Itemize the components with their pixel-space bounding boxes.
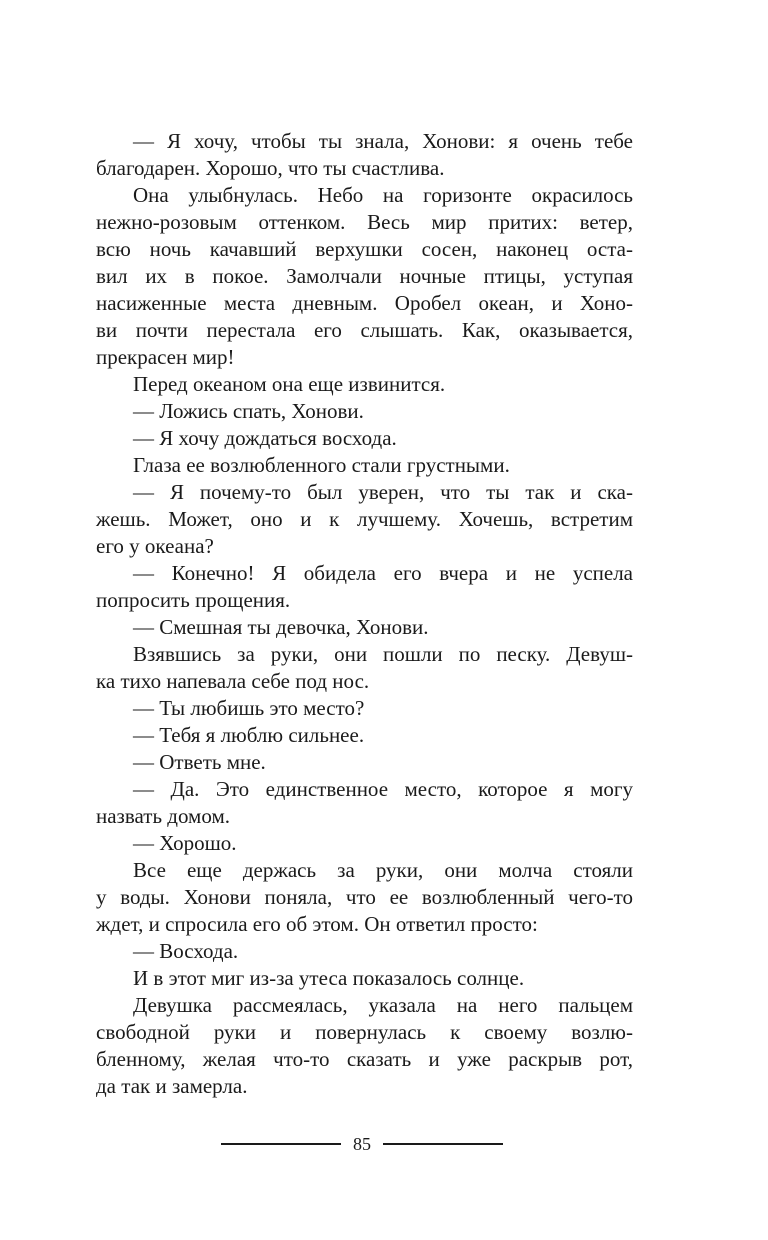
paragraph xyxy=(96,695,633,722)
text-line: Взявшись за руки, они пошли по песку. Девуш- xyxy=(133,642,633,666)
text-line: нежно-розовым оттенком. Весь мир притих: ветер, xyxy=(96,210,633,234)
text-line: вил их в покое. Замолчали ночные птицы, уступая xyxy=(96,264,633,288)
text-line: — Конечно! Я обидела его вчера и не успела xyxy=(133,561,633,585)
text-line: ждет, и спросила его об этом. Он ответил просто: xyxy=(96,912,538,936)
text-line: — Я хочу дождаться восхода. xyxy=(133,426,397,450)
paragraph xyxy=(96,776,633,830)
text-line: — Я хочу, чтобы ты знала, Хонови: я очень тебе xyxy=(133,129,633,153)
text-line: всю ночь качавший верхушки сосен, наконец оста- xyxy=(96,237,633,261)
text-line: свободной руки и повернулась к своему возлю- xyxy=(96,1020,633,1044)
text-line: ви почти перестала его слышать. Как, оказывается, xyxy=(96,318,633,342)
paragraph xyxy=(96,749,633,776)
text-line: И в этот миг из-за утеса показалось солнце. xyxy=(133,966,525,990)
text-line: бленному, желая что-то сказать и уже раскрыв рот, xyxy=(96,1047,633,1071)
paragraph xyxy=(96,830,633,857)
text-line: у воды. Хонови поняла, что ее возлюбленный чего-то xyxy=(96,885,633,909)
text-line: — Тебя я люблю сильнее. xyxy=(133,723,365,747)
text-line: — Ложись спать, Хонови. xyxy=(133,399,364,423)
paragraph xyxy=(96,614,633,641)
text-line: насиженные места дневным. Оробел океан, и Хоно- xyxy=(96,291,633,315)
text-line: попросить прощения. xyxy=(96,588,291,612)
text-line: Девушка рассмеялась, указала на него пальцем xyxy=(133,993,633,1017)
page-number: 85 xyxy=(353,1134,371,1154)
paragraph xyxy=(96,938,633,965)
paragraph xyxy=(96,371,633,398)
text-line: — Ответь мне. xyxy=(133,750,266,774)
paragraph xyxy=(96,128,633,182)
paragraph xyxy=(96,425,633,452)
paragraph xyxy=(96,857,633,938)
text-line: — Смешная ты девочка, Хонови. xyxy=(133,615,429,639)
text-line: прекрасен мир! xyxy=(96,345,235,369)
footer-rule-left xyxy=(221,1143,341,1145)
text-line: — Восхода. xyxy=(133,939,239,963)
text-line: да так и замерла. xyxy=(96,1074,248,1098)
text-line: назвать домом. xyxy=(96,804,230,828)
paragraph xyxy=(96,992,633,1100)
paragraph xyxy=(96,641,633,695)
text-line: — Хорошо. xyxy=(133,831,237,855)
text-line: Перед океаном она еще извинится. xyxy=(133,372,446,396)
text-line: жешь. Может, оно и к лучшему. Хочешь, встретим xyxy=(96,507,633,531)
paragraph xyxy=(96,965,633,992)
text-line: Она улыбнулась. Небо на горизонте окрасилось xyxy=(133,183,633,207)
page-footer xyxy=(221,1133,503,1155)
paragraph xyxy=(96,182,633,371)
paragraph xyxy=(96,560,633,614)
footer-rule-right xyxy=(383,1143,503,1145)
text-line: Глаза ее возлюбленного стали грустными. xyxy=(133,453,510,477)
paragraph xyxy=(96,479,633,560)
text-line: — Да. Это единственное место, которое я могу xyxy=(133,777,633,801)
page-body-text xyxy=(96,128,633,1100)
text-line: — Ты любишь это место? xyxy=(133,696,365,720)
text-line: — Я почему-то был уверен, что ты так и ска- xyxy=(133,480,633,504)
paragraph xyxy=(96,452,633,479)
text-line: Все еще держась за руки, они молча стояли xyxy=(133,858,633,882)
paragraph xyxy=(96,398,633,425)
text-line: благодарен. Хорошо, что ты счастлива. xyxy=(96,156,445,180)
text-line: его у океана? xyxy=(96,534,214,558)
text-line: ка тихо напевала себе под нос. xyxy=(96,669,370,693)
paragraph xyxy=(96,722,633,749)
